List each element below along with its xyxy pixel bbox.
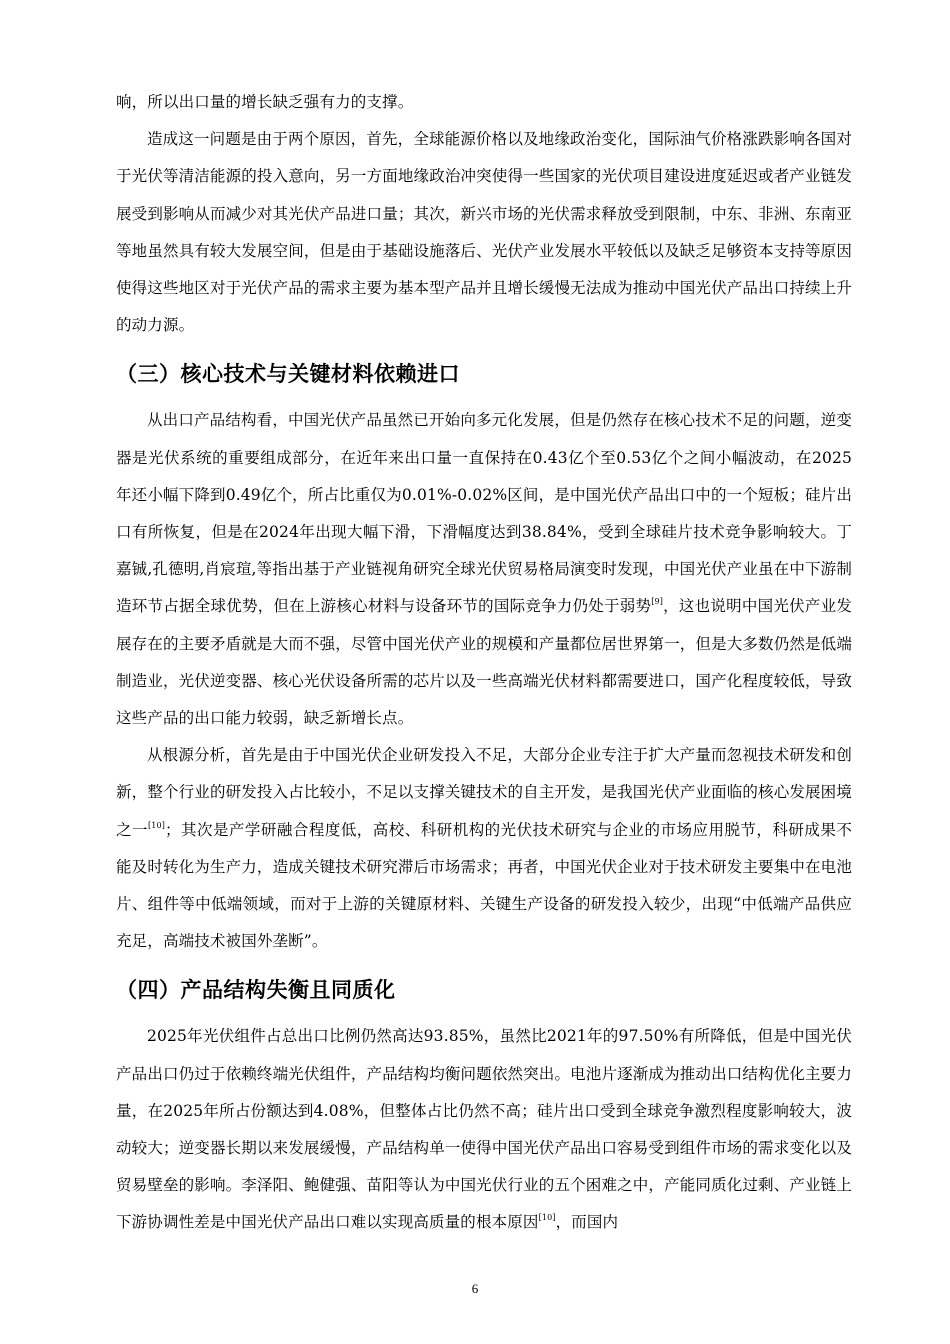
paragraph: [116, 737, 852, 960]
paragraph-text: ，而国内: [555, 1213, 619, 1232]
section-heading: （四）产品结构失衡且同质化: [116, 978, 396, 1003]
paragraph: [116, 402, 852, 737]
citation-marker: [9]: [651, 597, 664, 607]
paragraph-text: ，这也说明中国光伏产业发展存在的主要矛盾就是大而不强，尽管中国光伏产业的规模和产量都位居世界第一，但是大多数仍然是低端制造业，光伏逆变器、核心光伏设备所需的芯片以及一些高端光伏材料都需要进口，国产化程度较低，导致这些产品的出口能力较弱，缺乏新增长点。: [116, 597, 852, 728]
citation-marker: [10]: [147, 820, 165, 830]
paragraph-text: 从根源分析，首先是由于中国光伏企业研发投入不足，大部分企业专注于扩大产量而忽视技术研发和创新，整个行业的研发投入占比较小，不足以支撑关键技术的自主开发，是我国光伏产业面临的核心发展困境之一: [116, 746, 852, 839]
paragraph-text: ；其次是产学研融合程度低，高校、科研机构的光伏技术研究与企业的市场应用脱节，科研成果不能及时转化为生产力，造成关键技术研究滞后市场需求；再者，中国光伏企业对于技术研发主要集中在电池片、组件等中低端领域，而对于上游的关键原材料、关键生产设备的研发投入较少，出现“中低端产品供应充足，高端技术被国外垄断”。: [116, 820, 852, 951]
body-text: [116, 84, 852, 1242]
paragraph: [116, 1018, 852, 1241]
page-number: 6: [471, 1281, 479, 1296]
section-heading: （三）核心技术与关键材料依赖进口: [116, 362, 460, 387]
paragraph: 造成这一问题是由于两个原因，首先，全球能源价格以及地缘政治变化，国际油气价格涨跌影响各国对于光伏等清洁能源的投入意向，另一方面地缘政治冲突使得一些国家的光伏项目建设进度延迟或者产业链发展受到影响从而减少对其光伏产品进口量；其次，新兴市场的光伏需求释放受到限制，中东、非洲、东南亚等地虽然具有较大发展空间，但是由于基础设施落后、光伏产业发展水平较低以及缺乏足够资本支持等原因使得这些地区对于光伏产品的需求主要为基本型产品并且增长缓慢无法成为推动中国光伏产品出口持续上升的动力源。: [116, 130, 852, 335]
paragraph-text: 从出口产品结构看，中国光伏产品虽然已开始向多元化发展，但是仍然存在核心技术不足的问题，逆变器是光伏系统的重要组成部分，在近年来出口量一直保持在0.43亿个至0.53亿个之间小幅波动，在2025年还小幅下降到0.49亿个，所占比重仅为0.01%-0.02%区间，是中国光伏产品出口中的一个短板；硅片出口有所恢复，但是在2024年出现大幅下滑，下滑幅度达到38.84%，受到全球硅片技术竞争影响较大。丁嘉铖,孔德明,肖宸瑄,等指出基于产业链视角研究全球光伏贸易格局演变时发现，中国光伏产业虽在中下游制造环节占据全球优势，但在上游核心材料与设备环节的国际竞争力仍处于弱势: [116, 411, 852, 616]
citation-marker: [10]: [538, 1213, 556, 1223]
paragraph: 响，所以出口量的增长缺乏强有力的支撑。: [116, 93, 414, 111]
paragraph-text: 2025年光伏组件占总出口比例仍然高达93.85%，虽然比2021年的97.50%有所降低，但是中国光伏产品出口仍过于依赖终端光伏组件，产品结构均衡问题依然突出。电池片逐渐成为推动出口结构优化主要力量，在2025年所占份额达到4.08%，但整体占比仍然不高；硅片出口受到全球竞争激烈程度影响较大，波动较大；逆变器长期以来发展缓慢，产品结构单一使得中国光伏产品出口容易受到组件市场的需求变化以及贸易壁垒的影响。李泽阳、鲍健强、苗阳等认为中国光伏行业的五个困难之中，产能同质化过剩、产业链上下游协调性差是中国光伏产品出口难以实现高质量的根本原因: [116, 1027, 852, 1232]
